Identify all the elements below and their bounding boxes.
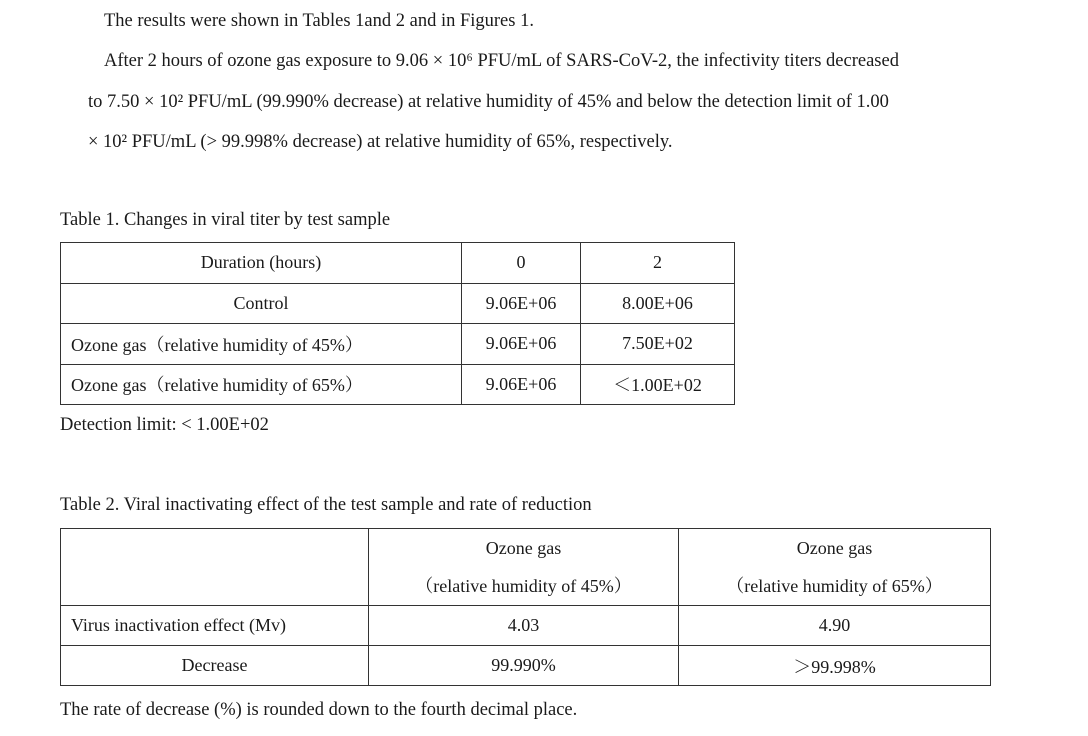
- cell-value: 7.50E+02: [581, 324, 735, 365]
- table-row: [61, 283, 735, 324]
- header-line: （relative humidity of 65%）: [726, 576, 943, 596]
- row-label: Virus inactivation effect (Mv): [61, 606, 369, 646]
- cell-value: ＞99.998%: [679, 646, 991, 686]
- header-duration: Duration (hours): [61, 243, 462, 284]
- header-hour-0: 0: [462, 243, 581, 284]
- empty-corner-cell: [61, 529, 369, 606]
- cell-value: 4.03: [369, 606, 679, 646]
- header-line: Ozone gas: [485, 538, 562, 558]
- row-label: Control: [61, 283, 462, 324]
- row-label: Decrease: [61, 646, 369, 686]
- cell-value: 9.06E+06: [462, 283, 581, 324]
- table2-inactivation-effect: [60, 528, 991, 686]
- rounding-note: The rate of decrease (%) is rounded down to the fourth decimal place.: [60, 700, 578, 720]
- paragraph-line-4: × 10² PFU/mL (> 99.998% decrease) at relative humidity of 65%, respectively.: [88, 132, 673, 152]
- cell-value: 4.90: [679, 606, 991, 646]
- header-humidity-45: [369, 529, 679, 606]
- paragraph-line-3: to 7.50 × 10² PFU/mL (99.990% decrease) at relative humidity of 45% and below the detection limit of 1.00: [88, 92, 889, 112]
- table-row: [61, 606, 991, 646]
- cell-value: 9.06E+06: [462, 324, 581, 365]
- header-line: Ozone gas: [796, 538, 873, 558]
- table1-caption: Table 1. Changes in viral titer by test sample: [60, 210, 391, 230]
- row-label: Ozone gas（relative humidity of 45%）: [61, 324, 462, 365]
- table1-viral-titer: [60, 242, 735, 405]
- detection-limit-note: Detection limit: < 1.00E+02: [60, 415, 269, 435]
- paragraph-line-2: After 2 hours of ozone gas exposure to 9.06 × 10⁶ PFU/mL of SARS-CoV-2, the infectivity titers decreased: [104, 51, 899, 71]
- table-row: [61, 529, 991, 606]
- cell-value: 8.00E+06: [581, 283, 735, 324]
- table-row: [61, 243, 735, 284]
- header-humidity-65: [679, 529, 991, 606]
- table-row: [61, 324, 735, 365]
- row-label: Ozone gas（relative humidity of 65%）: [61, 364, 462, 405]
- table2-caption: Table 2. Viral inactivating effect of the test sample and rate of reduction: [60, 495, 592, 515]
- header-line: （relative humidity of 45%）: [415, 576, 632, 596]
- cell-value: 99.990%: [369, 646, 679, 686]
- header-hour-2: 2: [581, 243, 735, 284]
- cell-value: ＜1.00E+02: [581, 364, 735, 405]
- cell-value: 9.06E+06: [462, 364, 581, 405]
- paragraph-line-1: The results were shown in Tables 1and 2 and in Figures 1.: [104, 11, 534, 31]
- table-row: [61, 646, 991, 686]
- table-row: [61, 364, 735, 405]
